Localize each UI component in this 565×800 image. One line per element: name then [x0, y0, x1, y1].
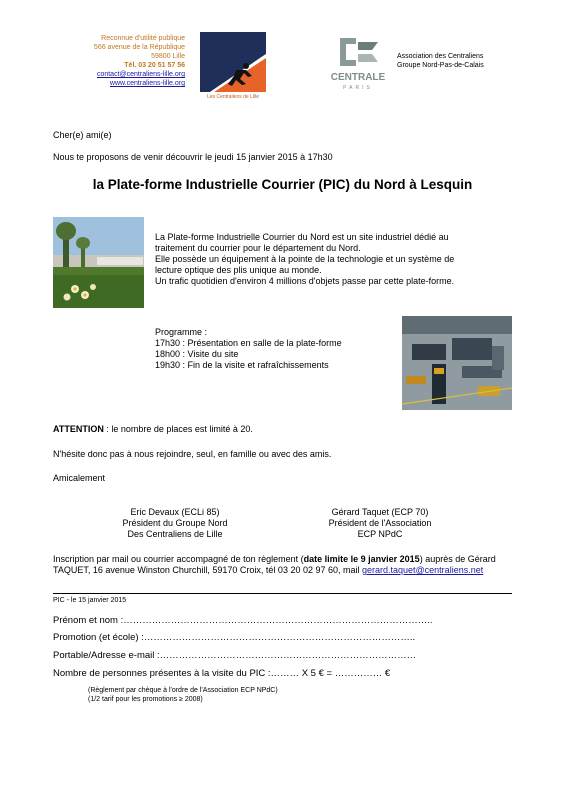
- attention-label: ATTENTION: [53, 424, 104, 434]
- signature-org: ECP NPdC: [357, 529, 403, 539]
- signature-role: Président de l'Association: [328, 518, 432, 528]
- org-web-link[interactable]: www.centraliens-lille.org: [109, 80, 185, 87]
- attention-text: : le nombre de places est limité à 20.: [103, 424, 253, 434]
- inscription-part: ) auprès de Gérard: [419, 554, 496, 564]
- form-divider: [53, 593, 512, 594]
- contact-email-link[interactable]: gerard.taquet@centraliens.net: [362, 565, 484, 575]
- attention-notice: [53, 424, 253, 435]
- description-line: traitement du courrier pour le département du Nord.: [155, 243, 361, 253]
- name-field[interactable]: Prénom et nom :……………………………………………………………………………………..: [53, 615, 433, 626]
- org-line3: 59800 Lille: [151, 53, 185, 60]
- payment-note: (Règlement par chèque à l'ordre de l'Association ECP NPdC): [88, 687, 278, 694]
- contact-field[interactable]: Portable/Adresse e-mail :………………………………………………………………………: [53, 650, 417, 661]
- discount-note: (1/2 tarif pour les promotions ≥ 2008): [88, 696, 203, 703]
- invite-text: Nous te proposons de venir découvrir le jeudi 15 janvier 2015 à 17h30: [53, 152, 333, 162]
- attendee-count-field[interactable]: Nombre de personnes présentes à la visite du PIC :……… X 5 € = …………… €: [53, 668, 391, 679]
- org-email-link[interactable]: contact@centraliens-lille.org: [96, 71, 185, 78]
- assoc-line1: Association des Centraliens: [397, 53, 484, 60]
- description: [155, 232, 515, 287]
- assoc-line2: Groupe Nord-Pas-de-Calais: [397, 62, 484, 69]
- programme-item: 18h00 : Visite du site: [155, 349, 239, 359]
- signature-left: [95, 507, 255, 540]
- ecl-logo-text: Les Centraliens de Lille: [207, 94, 259, 100]
- programme-item: 17h30 : Présentation en salle de la plate-forme: [155, 338, 342, 348]
- programme: [155, 327, 395, 371]
- description-line: La Plate-forme Industrielle Courrier du Nord est un site industriel dédié au: [155, 232, 449, 242]
- signature-name: Gérard Taquet (ECP 70): [331, 507, 429, 517]
- sorting-machine-photo: [402, 316, 512, 410]
- org-line1: Reconnue d'utilité publique: [101, 35, 185, 42]
- programme-title: Programme :: [155, 327, 208, 337]
- inscription-part: Inscription par mail ou courrier accompagné de ton règlement (: [53, 554, 304, 564]
- centrale-paris-logo: [328, 34, 388, 92]
- inscription-text: [53, 554, 523, 576]
- inscription-address: TAQUET, 16 avenue Winston Churchill, 59170 Croix, tél 03 20 02 97 60, mail: [53, 565, 362, 575]
- join-text: N'hésite donc pas à nous rejoindre, seul, en famille ou avec des amis.: [53, 449, 332, 459]
- centraliens-lille-logo: [200, 32, 266, 100]
- signature-name: Eric Devaux (ECLi 85): [130, 507, 220, 517]
- signature-org: Des Centraliens de Lille: [127, 529, 223, 539]
- org-line2: 566 avenue de la République: [93, 44, 185, 51]
- ecp-logo-text: CENTRALE: [330, 72, 386, 83]
- page-title: la Plate-forme Industrielle Courrier (PIC) du Nord à Lesquin: [92, 177, 473, 192]
- deadline: date limite le 9 janvier 2015: [303, 554, 420, 564]
- signature-role: Président du Groupe Nord: [122, 518, 228, 528]
- description-line: Elle possède un équipement à la pointe de la technologie et un système de: [155, 254, 455, 264]
- platform-exterior-photo: [53, 217, 144, 308]
- form-header: PIC - le 15 janvier 2015: [53, 597, 127, 604]
- signature-right: [300, 507, 460, 540]
- description-line: Un trafic quotidien d'environ 4 millions d'objets passe par cette plate-forme.: [155, 276, 455, 286]
- closing: Amicalement: [53, 473, 106, 483]
- ecp-logo-sub: PARIS: [343, 85, 373, 91]
- greeting: Cher(e) ami(e): [53, 130, 112, 140]
- description-line: lecture optique des plis unique au monde.: [155, 265, 322, 275]
- promotion-field[interactable]: Promotion (et école) :…………………………………………………………………………..: [53, 632, 416, 643]
- org-phone: Tél. 03 20 51 57 56: [124, 62, 185, 69]
- assoc-block: [397, 52, 484, 70]
- org-address-block: [60, 34, 185, 88]
- programme-item: 19h30 : Fin de la visite et rafraîchissements: [155, 360, 329, 370]
